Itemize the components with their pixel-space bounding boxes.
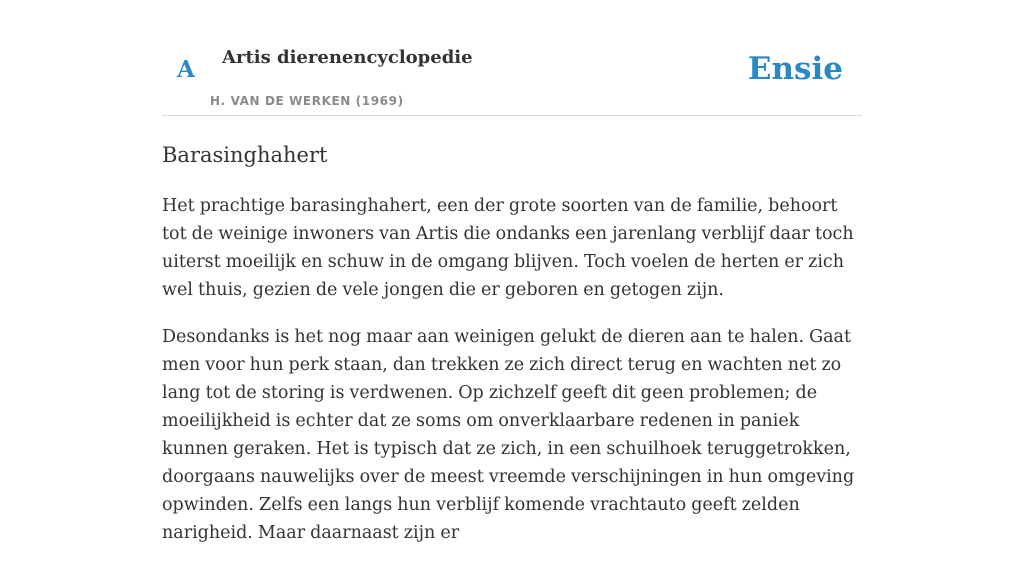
page-header bbox=[162, 0, 862, 116]
ensie-logo-link[interactable]: Ensie bbox=[747, 51, 843, 87]
index-letter[interactable]: A bbox=[177, 56, 195, 83]
article-paragraph: Desondanks is het nog maar aan weinigen gelukt de dieren aan te halen. Gaat men voor hun perk staan, dan trekken ze zich direct terug en wachten net zo lang tot de storing is verdwenen. Op zichzelf geeft dit geen problemen; de moeilijkheid is echter dat ze soms om onverklaarbare redenen in paniek kunnen geraken. Het is typisch dat ze zich, in een schuilhoek teruggetrokken, doorgaans nauwelijks over de meest vreemde verschijningen in hun omgeving opwinden. Zelfs een langs hun verblijf komende vrachtauto geeft zelden narigheid. Maar daarnaast zijn er bbox=[162, 327, 855, 543]
article bbox=[162, 140, 862, 566]
book-title[interactable]: Artis dierenencyclopedie bbox=[222, 47, 473, 68]
article-title: Barasinghahert bbox=[162, 143, 328, 167]
book-author: H. VAN DE WERKEN (1969) bbox=[210, 94, 404, 108]
article-paragraph: Het prachtige barasinghahert, een der grote soorten van de familie, behoort tot de weinige inwoners van Artis die ondanks een jarenlang verblijf daar toch uiterst moeilijk en schuw in de omgang blijven. Toch voelen de herten er zich wel thuis, gezien de vele jongen die er geboren en getogen zijn. bbox=[162, 196, 854, 300]
